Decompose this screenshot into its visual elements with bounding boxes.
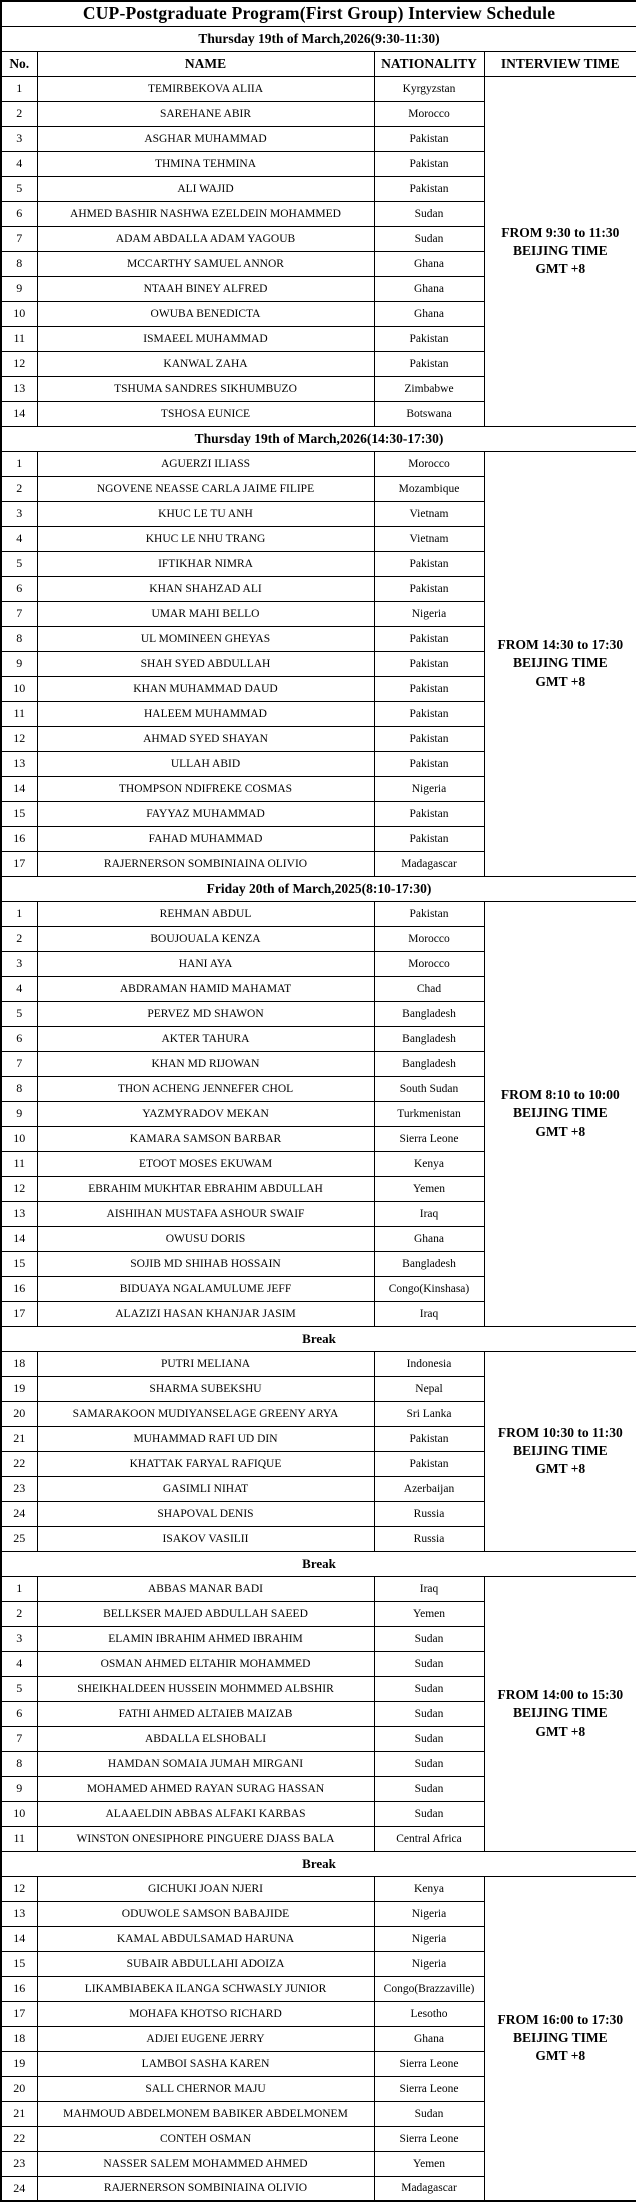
name-cell: OWUBA BENEDICTA	[37, 301, 374, 326]
row-number-cell: 6	[1, 576, 37, 601]
row-number-cell: 9	[1, 651, 37, 676]
name-cell: YAZMYRADOV MEKAN	[37, 1101, 374, 1126]
name-cell: LIKAMBIABEKA ILANGA SCHWASLY JUNIOR	[37, 1976, 374, 2001]
row-number-cell: 11	[1, 1151, 37, 1176]
name-cell: SHAPOVAL DENIS	[37, 1501, 374, 1526]
name-cell: UL MOMINEEN GHEYAS	[37, 626, 374, 651]
nationality-cell: Pakistan	[374, 651, 484, 676]
nationality-cell: Pakistan	[374, 801, 484, 826]
row-number-cell: 16	[1, 1276, 37, 1301]
row-number-cell: 19	[1, 1376, 37, 1401]
name-cell: SHAH SYED ABDULLAH	[37, 651, 374, 676]
name-cell: ELAMIN IBRAHIM AHMED IBRAHIM	[37, 1626, 374, 1651]
row-number-cell: 16	[1, 1976, 37, 2001]
row-number-cell: 20	[1, 1401, 37, 1426]
name-cell: GICHUKI JOAN NJERI	[37, 1876, 374, 1901]
nationality-cell: Kyrgyzstan	[374, 76, 484, 101]
interview-time-line: BEIJING TIME	[512, 655, 608, 671]
name-cell: SHARMA SUBEKSHU	[37, 1376, 374, 1401]
nationality-cell: Madagascar	[374, 2176, 484, 2201]
interview-time-line: BEIJING TIME	[512, 1105, 608, 1121]
row-number-cell: 17	[1, 1301, 37, 1326]
row-number-cell: 23	[1, 2151, 37, 2176]
nationality-cell: Nigeria	[374, 601, 484, 626]
nationality-cell: Pakistan	[374, 701, 484, 726]
nationality-cell: Pakistan	[374, 326, 484, 351]
row-number-cell: 7	[1, 1726, 37, 1751]
row-number-cell: 11	[1, 701, 37, 726]
nationality-cell: Sudan	[374, 1626, 484, 1651]
nationality-cell: Central Africa	[374, 1826, 484, 1851]
row-number-cell: 2	[1, 926, 37, 951]
name-cell: ABDALLA ELSHOBALI	[37, 1726, 374, 1751]
row-number-cell: 8	[1, 626, 37, 651]
row-number-cell: 17	[1, 851, 37, 876]
nationality-cell: Sudan	[374, 1751, 484, 1776]
nationality-cell: Pakistan	[374, 676, 484, 701]
row-number-cell: 6	[1, 1026, 37, 1051]
nationality-cell: Morocco	[374, 101, 484, 126]
break-row: Break	[1, 1851, 636, 1876]
row-number-cell: 8	[1, 1751, 37, 1776]
row-number-cell: 24	[1, 2176, 37, 2201]
name-cell: ALI WAJID	[37, 176, 374, 201]
interview-time-cell	[484, 1351, 636, 1551]
row-number-cell: 1	[1, 451, 37, 476]
name-cell: LAMBOI SASHA KAREN	[37, 2051, 374, 2076]
name-cell: AISHIHAN MUSTAFA ASHOUR SWAIF	[37, 1201, 374, 1226]
nationality-cell: Mozambique	[374, 476, 484, 501]
name-cell: TEMIRBEKOVA ALIIA	[37, 76, 374, 101]
name-cell: TSHUMA SANDRES SIKHUMBUZO	[37, 376, 374, 401]
name-cell: NGOVENE NEASSE CARLA JAIME FILIPE	[37, 476, 374, 501]
interview-time-line: GMT +8	[535, 2048, 586, 2064]
interview-time-line: FROM 9:30 to 11:30	[501, 224, 620, 240]
name-cell: THON ACHENG JENNEFER CHOL	[37, 1076, 374, 1101]
name-cell: HANI AYA	[37, 951, 374, 976]
nationality-cell: Nepal	[374, 1376, 484, 1401]
name-cell: RAJERNERSON SOMBINIAINA OLIVIO	[37, 2176, 374, 2201]
nationality-cell: Kenya	[374, 1876, 484, 1901]
name-cell: BIDUAYA NGALAMULUME JEFF	[37, 1276, 374, 1301]
name-cell: MOHAFA KHOTSO RICHARD	[37, 2001, 374, 2026]
row-number-cell: 12	[1, 726, 37, 751]
section-header: Friday 20th of March,2025(8:10-17:30)	[1, 876, 636, 901]
nationality-cell: Nigeria	[374, 1926, 484, 1951]
nationality-cell: Pakistan	[374, 351, 484, 376]
row-number-cell: 10	[1, 301, 37, 326]
nationality-cell: Bangladesh	[374, 1001, 484, 1026]
name-cell: SALL CHERNOR MAJU	[37, 2076, 374, 2101]
row-number-cell: 21	[1, 2101, 37, 2126]
row-number-cell: 12	[1, 1876, 37, 1901]
nationality-cell: Yemen	[374, 1176, 484, 1201]
nationality-cell: Sudan	[374, 2101, 484, 2126]
nationality-cell: Madagascar	[374, 851, 484, 876]
schedule-table-body	[1, 1, 636, 2201]
page-title: CUP-Postgraduate Program(First Group) Interview Schedule	[1, 1, 636, 26]
name-cell: ISMAEEL MUHAMMAD	[37, 326, 374, 351]
row-number-cell: 14	[1, 1226, 37, 1251]
nationality-cell: Vietnam	[374, 526, 484, 551]
row-number-cell: 12	[1, 351, 37, 376]
nationality-cell: Iraq	[374, 1301, 484, 1326]
row-number-cell: 2	[1, 101, 37, 126]
name-cell: OWUSU DORIS	[37, 1226, 374, 1251]
name-cell: KHAN MUHAMMAD DAUD	[37, 676, 374, 701]
name-cell: FAYYAZ MUHAMMAD	[37, 801, 374, 826]
row-number-cell: 7	[1, 601, 37, 626]
interview-time-line: FROM 14:00 to 15:30	[497, 1687, 624, 1703]
name-cell: HAMDAN SOMAIA JUMAH MIRGANI	[37, 1751, 374, 1776]
nationality-cell: Kenya	[374, 1151, 484, 1176]
name-cell: KAMARA SAMSON BARBAR	[37, 1126, 374, 1151]
name-cell: HALEEM MUHAMMAD	[37, 701, 374, 726]
name-cell: SHEIKHALDEEN HUSSEIN MOHMMED ALBSHIR	[37, 1676, 374, 1701]
section-header: Thursday 19th of March,2026(9:30-11:30)	[1, 26, 636, 51]
break-row: Break	[1, 1551, 636, 1576]
nationality-cell: Pakistan	[374, 151, 484, 176]
name-cell: RAJERNERSON SOMBINIAINA OLIVIO	[37, 851, 374, 876]
interview-time-line: BEIJING TIME	[512, 242, 608, 258]
nationality-cell: Nigeria	[374, 1951, 484, 1976]
nationality-cell: Sierra Leone	[374, 1126, 484, 1151]
row-number-cell: 1	[1, 1576, 37, 1601]
nationality-cell: Zimbabwe	[374, 376, 484, 401]
row-number-cell: 3	[1, 126, 37, 151]
nationality-cell: Pakistan	[374, 551, 484, 576]
name-cell: NTAAH BINEY ALFRED	[37, 276, 374, 301]
name-cell: MOHAMED AHMED RAYAN SURAG HASSAN	[37, 1776, 374, 1801]
nationality-cell: Bangladesh	[374, 1026, 484, 1051]
nationality-cell: Nigeria	[374, 776, 484, 801]
nationality-cell: Lesotho	[374, 2001, 484, 2026]
column-header-no: No.	[1, 51, 37, 76]
row-number-cell: 3	[1, 501, 37, 526]
row-number-cell: 4	[1, 526, 37, 551]
nationality-cell: Pakistan	[374, 826, 484, 851]
row-number-cell: 5	[1, 1001, 37, 1026]
nationality-cell: Russia	[374, 1526, 484, 1551]
interview-time-cell	[484, 1876, 636, 2201]
nationality-cell: Vietnam	[374, 501, 484, 526]
nationality-cell: Congo(Brazzaville)	[374, 1976, 484, 2001]
column-header-nationality: NATIONALITY	[374, 51, 484, 76]
name-cell: ULLAH ABID	[37, 751, 374, 776]
nationality-cell: Pakistan	[374, 726, 484, 751]
name-cell: ETOOT MOSES EKUWAM	[37, 1151, 374, 1176]
name-cell: ALAZIZI HASAN KHANJAR JASIM	[37, 1301, 374, 1326]
name-cell: PUTRI MELIANA	[37, 1351, 374, 1376]
name-cell: ODUWOLE SAMSON BABAJIDE	[37, 1901, 374, 1926]
name-cell: GASIMLI NIHAT	[37, 1476, 374, 1501]
row-number-cell: 4	[1, 151, 37, 176]
name-cell: BELLKSER MAJED ABDULLAH SAEED	[37, 1601, 374, 1626]
name-cell: ADAM ABDALLA ADAM YAGOUB	[37, 226, 374, 251]
row-number-cell: 13	[1, 1901, 37, 1926]
nationality-cell: Congo(Kinshasa)	[374, 1276, 484, 1301]
nationality-cell: Sri Lanka	[374, 1401, 484, 1426]
nationality-cell: Pakistan	[374, 1451, 484, 1476]
row-number-cell: 12	[1, 1176, 37, 1201]
name-cell: MUHAMMAD RAFI UD DIN	[37, 1426, 374, 1451]
row-number-cell: 21	[1, 1426, 37, 1451]
row-number-cell: 9	[1, 1101, 37, 1126]
name-cell: THOMPSON NDIFREKE COSMAS	[37, 776, 374, 801]
nationality-cell: South Sudan	[374, 1076, 484, 1101]
nationality-cell: Ghana	[374, 2026, 484, 2051]
nationality-cell: Ghana	[374, 301, 484, 326]
row-number-cell: 14	[1, 401, 37, 426]
row-number-cell: 5	[1, 551, 37, 576]
row-number-cell: 1	[1, 76, 37, 101]
name-cell: EBRAHIM MUKHTAR EBRAHIM ABDULLAH	[37, 1176, 374, 1201]
name-cell: MCCARTHY SAMUEL ANNOR	[37, 251, 374, 276]
name-cell: SAMARAKOON MUDIYANSELAGE GREENY ARYA	[37, 1401, 374, 1426]
name-cell: ABDRAMAN HAMID MAHAMAT	[37, 976, 374, 1001]
row-number-cell: 23	[1, 1476, 37, 1501]
row-number-cell: 20	[1, 2076, 37, 2101]
row-number-cell: 6	[1, 1701, 37, 1726]
nationality-cell: Sudan	[374, 1776, 484, 1801]
row-number-cell: 5	[1, 1676, 37, 1701]
nationality-cell: Ghana	[374, 276, 484, 301]
row-number-cell: 3	[1, 951, 37, 976]
name-cell: NASSER SALEM MOHAMMED AHMED	[37, 2151, 374, 2176]
name-cell: SUBAIR ABDULLAHI ADOIZA	[37, 1951, 374, 1976]
nationality-cell: Turkmenistan	[374, 1101, 484, 1126]
name-cell: CONTEH OSMAN	[37, 2126, 374, 2151]
name-cell: FAHAD MUHAMMAD	[37, 826, 374, 851]
interview-time-line: GMT +8	[535, 261, 586, 277]
row-number-cell: 22	[1, 1451, 37, 1476]
row-number-cell: 24	[1, 1501, 37, 1526]
nationality-cell: Botswana	[374, 401, 484, 426]
interview-time-line: GMT +8	[535, 1123, 586, 1139]
interview-time-line: FROM 10:30 to 11:30	[497, 1424, 623, 1440]
nationality-cell: Ghana	[374, 251, 484, 276]
name-cell: KHATTAK FARYAL RAFIQUE	[37, 1451, 374, 1476]
section-header: Thursday 19th of March,2026(14:30-17:30)	[1, 426, 636, 451]
nationality-cell: Ghana	[374, 1226, 484, 1251]
row-number-cell: 15	[1, 1251, 37, 1276]
interview-time-cell	[484, 1576, 636, 1851]
row-number-cell: 10	[1, 1801, 37, 1826]
interview-time-line: FROM 14:30 to 17:30	[497, 637, 624, 653]
name-cell: ABBAS MANAR BADI	[37, 1576, 374, 1601]
row-number-cell: 16	[1, 826, 37, 851]
name-cell: KHAN MD RIJOWAN	[37, 1051, 374, 1076]
name-cell: KHAN SHAHZAD ALI	[37, 576, 374, 601]
name-cell: AKTER TAHURA	[37, 1026, 374, 1051]
break-row: Break	[1, 1326, 636, 1351]
row-number-cell: 9	[1, 1776, 37, 1801]
nationality-cell: Azerbaijan	[374, 1476, 484, 1501]
row-number-cell: 8	[1, 251, 37, 276]
nationality-cell: Sudan	[374, 201, 484, 226]
name-cell: TSHOSA EUNICE	[37, 401, 374, 426]
name-cell: ASGHAR MUHAMMAD	[37, 126, 374, 151]
nationality-cell: Chad	[374, 976, 484, 1001]
name-cell: THMINA TEHMINA	[37, 151, 374, 176]
name-cell: KANWAL ZAHA	[37, 351, 374, 376]
row-number-cell: 15	[1, 801, 37, 826]
nationality-cell: Yemen	[374, 1601, 484, 1626]
interview-time-cell	[484, 451, 636, 876]
row-number-cell: 9	[1, 276, 37, 301]
row-number-cell: 13	[1, 751, 37, 776]
interview-time-line: GMT +8	[535, 1461, 586, 1477]
name-cell: ISAKOV VASILII	[37, 1526, 374, 1551]
nationality-cell: Sudan	[374, 226, 484, 251]
name-cell: ALAAELDIN ABBAS ALFAKI KARBAS	[37, 1801, 374, 1826]
name-cell: KHUC LE TU ANH	[37, 501, 374, 526]
row-number-cell: 7	[1, 1051, 37, 1076]
interview-time-line: BEIJING TIME	[512, 1442, 608, 1458]
nationality-cell: Pakistan	[374, 176, 484, 201]
row-number-cell: 22	[1, 2126, 37, 2151]
row-number-cell: 17	[1, 2001, 37, 2026]
name-cell: BOUJOUALA KENZA	[37, 926, 374, 951]
name-cell: ADJEI EUGENE JERRY	[37, 2026, 374, 2051]
row-number-cell: 10	[1, 1126, 37, 1151]
name-cell: REHMAN ABDUL	[37, 901, 374, 926]
interview-time-line: GMT +8	[535, 673, 586, 689]
nationality-cell: Pakistan	[374, 576, 484, 601]
nationality-cell: Indonesia	[374, 1351, 484, 1376]
nationality-cell: Morocco	[374, 926, 484, 951]
row-number-cell: 11	[1, 1826, 37, 1851]
row-number-cell: 19	[1, 2051, 37, 2076]
nationality-cell: Bangladesh	[374, 1051, 484, 1076]
interview-time-line: BEIJING TIME	[512, 1705, 608, 1721]
name-cell: AGUERZI ILIASS	[37, 451, 374, 476]
name-cell: MAHMOUD ABDELMONEM BABIKER ABDELMONEM	[37, 2101, 374, 2126]
nationality-cell: Pakistan	[374, 126, 484, 151]
nationality-cell: Pakistan	[374, 1426, 484, 1451]
nationality-cell: Sudan	[374, 1676, 484, 1701]
nationality-cell: Sudan	[374, 1726, 484, 1751]
name-cell: FATHI AHMED ALTAIEB MAIZAB	[37, 1701, 374, 1726]
row-number-cell: 1	[1, 901, 37, 926]
row-number-cell: 4	[1, 1651, 37, 1676]
row-number-cell: 7	[1, 226, 37, 251]
nationality-cell: Sudan	[374, 1701, 484, 1726]
nationality-cell: Bangladesh	[374, 1251, 484, 1276]
interview-time-line: BEIJING TIME	[512, 2030, 608, 2046]
row-number-cell: 18	[1, 2026, 37, 2051]
nationality-cell: Pakistan	[374, 751, 484, 776]
name-cell: SAREHANE ABIR	[37, 101, 374, 126]
name-cell: KHUC LE NHU TRANG	[37, 526, 374, 551]
row-number-cell: 4	[1, 976, 37, 1001]
row-number-cell: 15	[1, 1951, 37, 1976]
interview-time-cell	[484, 76, 636, 426]
name-cell: UMAR MAHI BELLO	[37, 601, 374, 626]
nationality-cell: Sudan	[374, 1801, 484, 1826]
nationality-cell: Yemen	[374, 2151, 484, 2176]
nationality-cell: Russia	[374, 1501, 484, 1526]
name-cell: PERVEZ MD SHAWON	[37, 1001, 374, 1026]
row-number-cell: 8	[1, 1076, 37, 1101]
nationality-cell: Pakistan	[374, 901, 484, 926]
row-number-cell: 11	[1, 326, 37, 351]
row-number-cell: 14	[1, 1926, 37, 1951]
interview-time-cell	[484, 901, 636, 1326]
row-number-cell: 10	[1, 676, 37, 701]
row-number-cell: 14	[1, 776, 37, 801]
row-number-cell: 6	[1, 201, 37, 226]
row-number-cell: 18	[1, 1351, 37, 1376]
nationality-cell: Morocco	[374, 951, 484, 976]
name-cell: IFTIKHAR NIMRA	[37, 551, 374, 576]
nationality-cell: Sierra Leone	[374, 2076, 484, 2101]
row-number-cell: 25	[1, 1526, 37, 1551]
row-number-cell: 2	[1, 476, 37, 501]
name-cell: AHMAD SYED SHAYAN	[37, 726, 374, 751]
row-number-cell: 13	[1, 1201, 37, 1226]
column-header-time: INTERVIEW TIME	[484, 51, 636, 76]
name-cell: KAMAL ABDULSAMAD HARUNA	[37, 1926, 374, 1951]
row-number-cell: 3	[1, 1626, 37, 1651]
nationality-cell: Sudan	[374, 1651, 484, 1676]
nationality-cell: Iraq	[374, 1201, 484, 1226]
interview-time-line: FROM 8:10 to 10:00	[500, 1087, 620, 1103]
nationality-cell: Sierra Leone	[374, 2126, 484, 2151]
nationality-cell: Pakistan	[374, 626, 484, 651]
row-number-cell: 5	[1, 176, 37, 201]
name-cell: SOJIB MD SHIHAB HOSSAIN	[37, 1251, 374, 1276]
column-header-name: NAME	[37, 51, 374, 76]
row-number-cell: 13	[1, 376, 37, 401]
row-number-cell: 2	[1, 1601, 37, 1626]
nationality-cell: Iraq	[374, 1576, 484, 1601]
name-cell: OSMAN AHMED ELTAHIR MOHAMMED	[37, 1651, 374, 1676]
nationality-cell: Sierra Leone	[374, 2051, 484, 2076]
interview-time-line: FROM 16:00 to 17:30	[497, 2011, 624, 2027]
name-cell: AHMED BASHIR NASHWA EZELDEIN MOHAMMED	[37, 201, 374, 226]
name-cell: WINSTON ONESIPHORE PINGUERE DJASS BALA	[37, 1826, 374, 1851]
nationality-cell: Morocco	[374, 451, 484, 476]
interview-time-line: GMT +8	[535, 1723, 586, 1739]
nationality-cell: Nigeria	[374, 1901, 484, 1926]
